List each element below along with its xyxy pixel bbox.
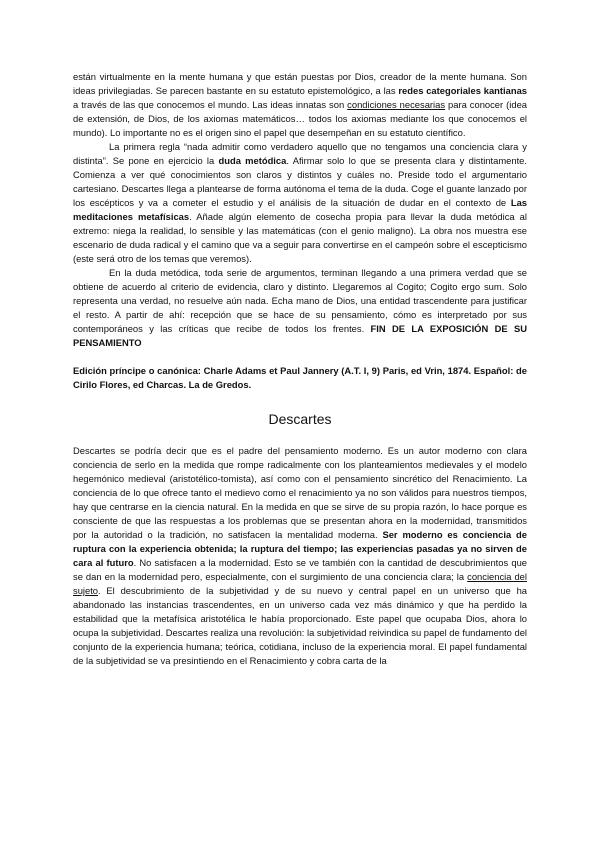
paragraph-modern-thought: Descartes se podría decir que es el padre del pensamiento moderno. Es un autor moderno con clara conciencia de serlo en la medida que rompe radicalmente con los planteamientos medievales y el modelo hegemónico medieval (aristotélico-tomista), así como con el pensamiento sincrético del Renacimiento. La conciencia de lo que ofrece tanto el medievo como el renacimiento ya no son válidos para nuestros tiempos, hay que centrarse en la ciencia natural. En la medida en que se sirve de su propia razón, lo hace porque es consciente de que las respuestas a los problemas que se presentan ahora en la modernidad, transmitidos por la autoridad o la tradición, no satisfacen la mentalidad moderna. Ser moderno es conciencia de ruptura con la experiencia obtenida; la ruptura del tiempo; las experiencias pasadas ya no sirven de cara al futuro. No satisfacen a la modernidad. Esto se ve también con la cantidad de descubrimientos que se dan en la modernidad pero, especialmente, con el surgimiento de una conciencia clara; la conciencia del sujeto. El descubrimiento de la subjetividad y de su nuevo y central papel en un universo que ha abandonado las instancias trascendentes, en un universo cada vez más dinámico y que ha perdido la estabilidad que la metafísica aristotélica le había proporcionado. Este papel que ocupaba Dios, ahora lo ocupa la subjetividad. Descartes realiza una revolución: la subjetividad reivindica su papel de fundamento del conjunto de la experiencia humana; teórica, cotidiana, incluso de la experiencia moral. El papel fundamental de la subjetividad se va presintiendo en el Renacimiento y cobra carta de la (73, 445, 528, 666)
bold-term: duda metódica (218, 155, 287, 166)
underlined-term: conciencia del sujeto (73, 571, 527, 596)
section-heading: Descartes (268, 411, 332, 427)
bold-term: FIN DE LA EXPOSICIÓN DE SU PENSAMIENTO (73, 323, 527, 348)
bold-term: Las meditaciones metafísicas (73, 197, 527, 222)
paragraph-methodic-doubt: En la duda metódica, toda serie de argumentos, terminan llegando a una primera verdad que se obtiene de acuerdo al criterio de evidencia, claro y distinto. Llegaremos al Cogito; Cogito ergo sum. Solo representa una verdad, no resuelve aún nada. Echa mano de Dios, una entidad trascendente para justificar el resto. A partir de ahí: recepción que se hace de su pensamiento, cómo es interpretado por sus contemporáneos y las críticas que recibe de todos los frentes. FIN DE LA EXPOSICIÓN DE SU PENSAMIENTO (73, 267, 527, 348)
paragraph-innate-ideas: están virtualmente en la mente humana y que están puestas por Dios, creador de la mente humana. Son ideas privilegiadas. Se parecen bastante en su estatuto epistemológico, a las redes categoriales kantianas a través de las que conocemos el mundo. Las ideas innatas son condiciones necesarias para conocer (idea de extensión, de Dios, de los axiomas matemáticos… todos los axiomas mediante los que conocemos el mundo). Lo importante no es el origen sino el papel que desempeñan en su estatuto científico. (73, 71, 527, 138)
underlined-term: condiciones necesarias (347, 99, 446, 110)
bold-term: redes categoriales kantianas (398, 85, 527, 96)
bold-term: Ser moderno es conciencia de ruptura con la experiencia obtenida; la ruptura del tiempo; las experiencias pasadas ya no sirven de cara al futuro (73, 529, 527, 568)
edition-note: Edición príncipe o canónica: Charle Adams et Paul Jannery (A.T. I, 9) Paris, ed Vrin, 1874. Español: de Cirilo Flores, ed Charcas. La de Gredos. (73, 365, 527, 390)
paragraph-first-rule: La primera regla “nada admitir como verdadero aquello que no tengamos una conciencia clara y distinta”. Se pone en ejercicio la duda metódica. Afirmar solo lo que se presenta clara y distintamente. Comienza a ver qué conocimientos son claros y distintos y cuáles no. Preside todo el argumentario cartesiano. Descartes llega a plantearse de forma autónoma el tema de la duda. Coge el guante lanzado por los escépticos y va a cometer el estudio y el análisis de la situación de dudar en el contexto de Las meditaciones metafísicas. Añade algún elemento de cosecha propia para llevar la duda metódica al extremo: niega la realidad, lo sensible y las matemáticas (con el genio maligno). La obra nos muestra ese escenario de duda radical y el camino que va a seguir para convertirse en el campeón sobre el escepticismo (este será otro de los temas que veremos). (73, 141, 527, 264)
